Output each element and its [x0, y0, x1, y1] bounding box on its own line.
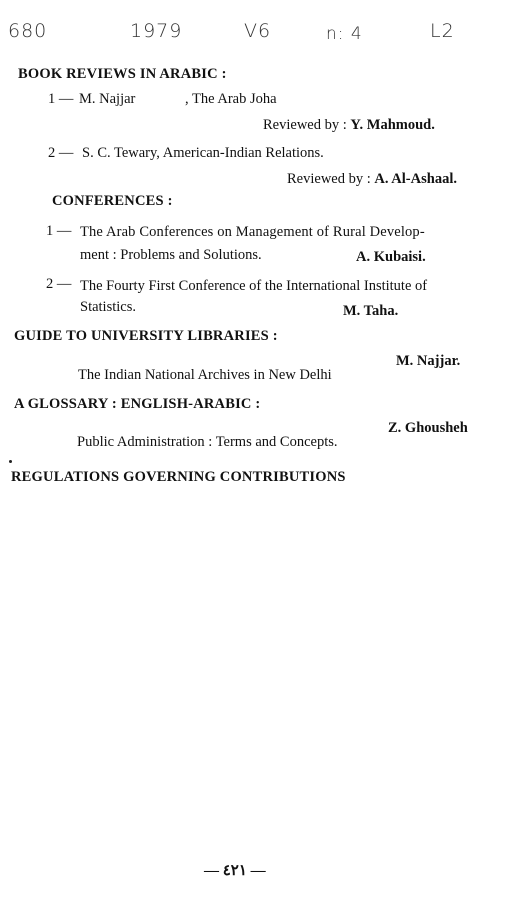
review-2-reviewed-by: [287, 171, 457, 188]
reviewer-name: A. Al-Ashaal.: [374, 171, 457, 187]
handwritten-ref: L2: [430, 20, 455, 42]
handwritten-year: 1979: [130, 20, 183, 42]
conference-2-line1: The Fourty First Conference of the International Institute of: [80, 278, 428, 294]
conferences-heading: CONFERENCES :: [52, 193, 173, 209]
review-2-text: S. C. Tewary, American-Indian Relations.: [82, 145, 324, 161]
reviewed-by-label: Reviewed by :: [263, 117, 347, 133]
handwritten-number: n: 4: [326, 24, 363, 44]
review-1-author: M. Najjar: [79, 91, 136, 107]
regulations-heading: REGULATIONS GOVERNING CONTRIBUTIONS: [11, 469, 346, 485]
conference-1-author: A. Kubaisi.: [356, 249, 426, 265]
handwritten-volume: V6: [244, 20, 272, 42]
review-1-title: , The Arab Joha: [185, 91, 277, 107]
conference-1-line2: ment : Problems and Solutions.: [80, 247, 262, 263]
review-1-reviewed-by: [263, 117, 435, 134]
conference-2-author: M. Taha.: [343, 303, 399, 319]
conference-2-line2: Statistics.: [80, 299, 136, 315]
conference-1-line1: The Arab Conferences on Management of Rural Develop-: [80, 224, 425, 240]
bullet-dot: [9, 460, 12, 463]
handwritten-code: 680: [8, 20, 48, 42]
guide-heading: GUIDE TO UNIVERSITY LIBRARIES :: [14, 328, 278, 344]
reviewer-name: Y. Mahmoud.: [350, 117, 435, 133]
glossary-author: Z. Ghousheh: [388, 420, 468, 436]
reviewed-by-label: Reviewed by :: [287, 171, 371, 187]
glossary-text: Public Administration : Terms and Concepts.: [77, 434, 338, 450]
review-2-number: 2 —: [48, 145, 74, 161]
review-1-number: 1 —: [48, 91, 74, 107]
book-reviews-heading: BOOK REVIEWS IN ARABIC :: [18, 66, 227, 82]
guide-text: The Indian National Archives in New Delhi: [78, 367, 332, 383]
guide-author: M. Najjar.: [396, 353, 461, 369]
conference-2-number: 2 —: [46, 276, 72, 292]
conference-1-number: 1 —: [46, 223, 72, 239]
page-number: — ٤٢١ —: [204, 863, 266, 879]
glossary-heading: A GLOSSARY : ENGLISH-ARABIC :: [14, 396, 261, 412]
